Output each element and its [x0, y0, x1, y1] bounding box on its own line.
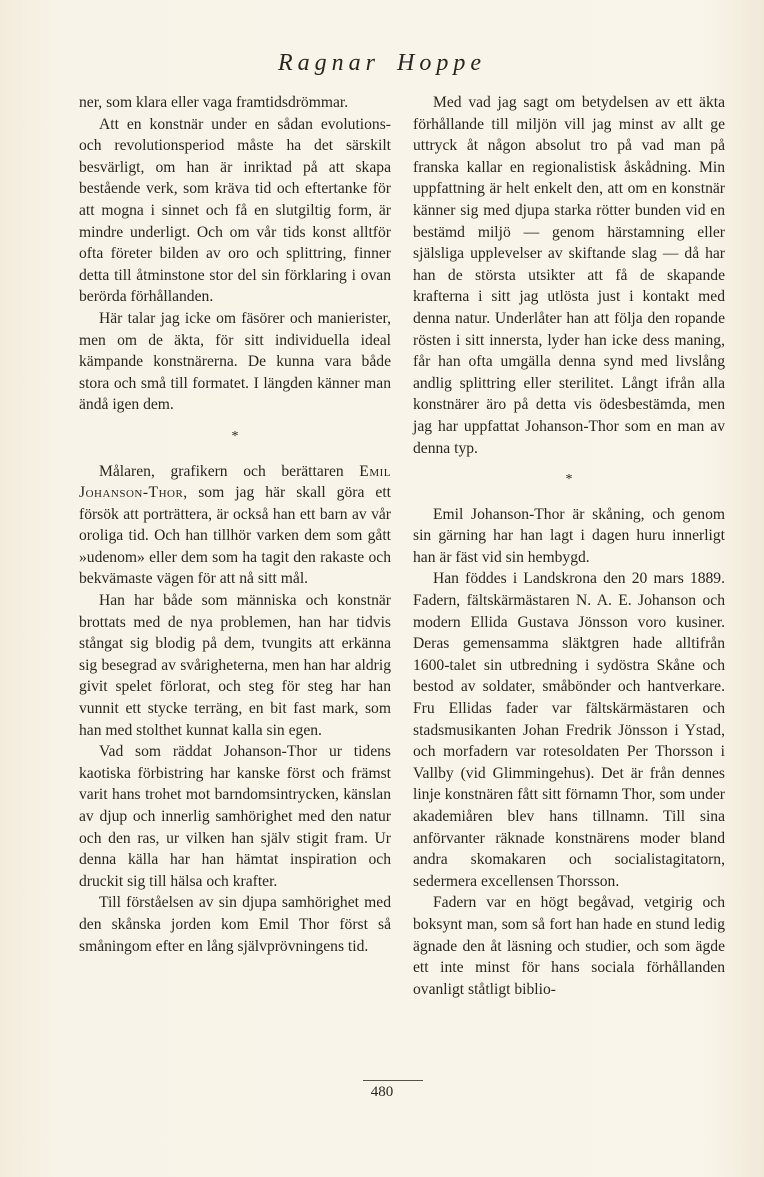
paragraph: ner, som klara eller vaga framtidsdrömmar.: [79, 94, 349, 111]
paragraph: Vad som räddat Johanson-Thor ur tidens kaotiska förbistring har kanske först och främst varit hans trohet mot barndomsintrycken, känslan av djup och innerlig samhörighet med den natur och den ras, ur vilken han själv stigit fram. Ur denna källa har han hämtat inspiration och druckit sig till hälsa och krafter.: [79, 743, 391, 890]
section-separator: *: [565, 472, 573, 488]
left-column: [79, 92, 391, 957]
paragraph: Han har både som människa och konstnär brottats med de nya problemen, han har tidvis stångat sig blodig på dem, tvungits att erkänna sig besegrad av svårigheterna, men han har aldrig givit spelet förlorat, och steg för steg har han vunnit ett stycke terräng, en bit fast mark, som han med stolthet kunnat kalla sin egen.: [79, 592, 391, 739]
paragraph: Fadern var en högt begåvad, vetgirig och boksynt man, som så fort han hade en stund ledig ägnade den åt läsning och studier, och som ägde ett inte minst för hans sociala förhållanden ovanligt ståtligt biblio-: [413, 894, 725, 998]
paragraph: Med vad jag sagt om betydelsen av ett äkta förhållande till miljön vill jag minst av allt ge uttryck åt någon absolut tro på vad man på franska kallar en regionalistisk åskådning. Min uppfattning är helt enkelt den, att om en konstnär känner sig med djupa starka rötter bunden vid en bestämd miljö — genom härstamning eller själsliga upplevelser av skiftande slag — då har han de största utsikter att få de skapande krafterna i sitt jag utlösta just i kontakt med denna natur. Underlåter han att följa den ropande rösten i sitt innersta, lyder han icke dess maning, får han ofta umgälla denna synd med livslång andlig splittring eller sterilitet. Långt ifrån alla konstnärer äro på detta vis ödesbestämda, men jag har uppfattat Johanson-Thor som en man av denna typ.: [413, 94, 725, 457]
paragraph: [79, 461, 391, 591]
paragraph: Att en konstnär under en sådan evolutions- och revolutionsperiod måste ha det särskilt besvärligt, om han är inriktad på att skapa bestående verk, som kräva tid och eftertanke för att mogna i sinnet och få en slutgiltig form, är mindre underligt. Och om vår tids konst alltför ofta företer bilden av oro och splittring, finner detta till åtminstone stor del sin förklaring i ovan berörda förhållanden.: [79, 115, 391, 306]
paragraph: Han föddes i Landskrona den 20 mars 1889. Fadern, fältskärmästaren N. A. E. Johanson och modern Ellida Gustava Jönsson voro kusiner. Deras gemensamma släktgren hade alltifrån 1600-talet sin utbredning i sydöstra Skåne och bestod av soldater, småbönder och hantverkare. Fru Ellidas fader var fältskärmästaren och stadsmusikanten Johan Fredrik Jönsson i Ystad, och morfadern var rotesoldaten Per Thorsson i Vallby (vid Glimmingehus). Det är från dennes linje konstnären fått sitt förnamn Thor, som under akademiåren blev hans tillnamn. Till sina anförvanter räknade konstnärens moder bland andra skomakaren och socialistagitatorn, sedermera excellensen Thorsson.: [413, 570, 725, 890]
paragraph: Här talar jag icke om fäsörer och manierister, men om de äkta, för sitt individuella ideal kämpande konstnärerna. De kunna vara både stora och små till formatet. I längden känner man ändå igen dem.: [79, 309, 391, 414]
paragraph: Till förståelsen av sin djupa samhörighet med den skånska jorden kom Emil Thor först så småningom efter en lång självprövningens tid.: [79, 894, 391, 955]
running-header: Ragnar Hoppe: [278, 50, 486, 76]
section-separator: *: [231, 428, 239, 444]
artist-name: Emil Johanson-Thor: [79, 462, 391, 502]
footer-rule: [363, 1080, 423, 1081]
paragraph-lead: Målaren, grafikern och berättaren: [99, 462, 360, 480]
right-column: [413, 92, 725, 1000]
paragraph: Emil Johanson-Thor är skåning, och genom sin gärning har han lagt i dagen huru innerligt han är fäst vid sin hembygd.: [413, 505, 725, 566]
page-number: 480: [370, 1084, 394, 1100]
paragraph-rest: , som jag här skall göra ett försök att porträttera, är också han ett barn av vår oroliga tid. Och han tillhör varken dem som gått »udenom» eller dem som ha tagit den rakaste och bekvämaste vägen för att nå sitt mål.: [79, 484, 391, 588]
